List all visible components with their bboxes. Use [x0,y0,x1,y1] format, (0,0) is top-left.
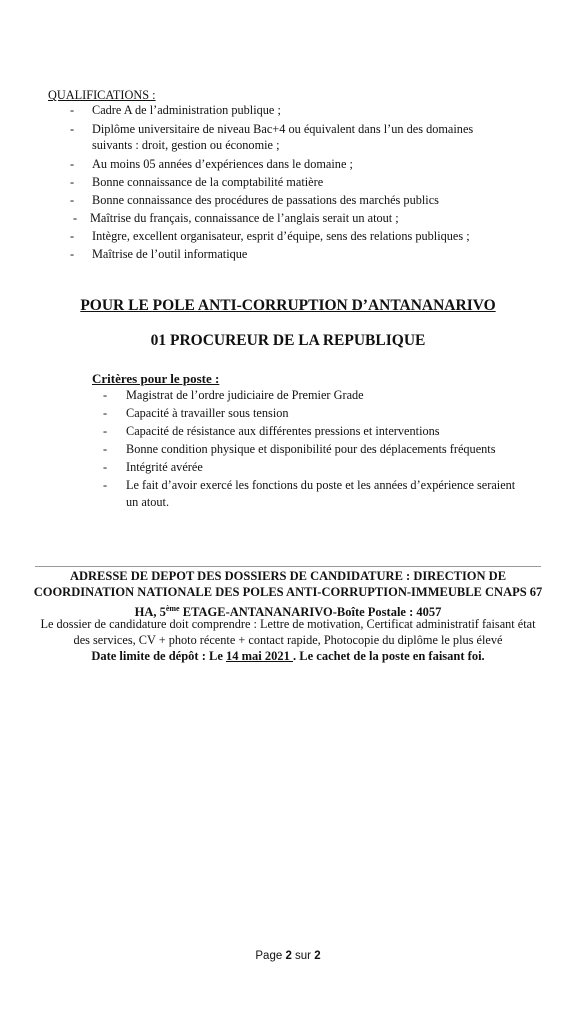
bullet-dash: - [103,424,108,438]
post-title: 01 PROCUREUR DE LA REPUBLIQUE [150,332,426,349]
bullet-dash: - [103,442,108,456]
criteria-item-continuation: un atout. [126,495,170,509]
bullet-dash: - [103,388,108,402]
address-line3-end: ETAGE-ANTANANARIVO-Boîte Postale : 4057 [179,605,442,620]
dossier-line: des services, CV + photo récente + contact rapide, Photocopie du diplôme le plus élevé [73,633,503,647]
bullet-dash: - [103,406,108,420]
criteria-item: Capacité à travailler sous tension [126,406,289,420]
criteria-item: Magistrat de l’ordre judiciaire de Premier Grade [126,388,364,402]
pole-title: POUR LE POLE ANTI-CORRUPTION D’ANTANANARIVO [80,297,496,314]
page-label: Page [255,950,286,962]
dossier-line: Le dossier de candidature doit comprendre : Lettre de motivation, Certificat administratif faisant état [40,617,536,631]
bullet-dash: - [103,460,108,474]
bullet-dash: - [70,229,75,243]
deadline-label: Date limite de dépôt : Le [91,649,227,663]
deadline-note: . Le cachet de la poste en faisant foi. [293,649,485,663]
criteria-item: Le fait d’avoir exercé les fonctions du poste et les années d’expérience seraient [126,478,516,492]
qualification-item: Bonne connaissance des procédures de passations des marchés publics [92,193,439,207]
criteria-item: Capacité de résistance aux différentes pressions et interventions [126,424,440,438]
qualification-item: Maîtrise du français, connaissance de l’anglais serait un atout ; [90,211,399,225]
bullet-dash: - [70,247,75,261]
page-number: 2 [285,950,292,962]
address-line: COORDINATION NATIONALE DES POLES ANTI-CORRUPTION-IMMEUBLE CNAPS 67 [33,585,543,599]
deadline-date: 14 mai 2021 [226,649,294,663]
criteria-heading: Critères pour le poste : [92,371,220,386]
qualification-item: Intègre, excellent organisateur, esprit d’équipe, sens des relations publiques ; [92,229,470,243]
bullet-dash: - [70,122,75,136]
bullet-dash: - [70,175,75,189]
bullet-dash: - [70,157,75,171]
address-line: ADRESSE DE DEPOT DES DOSSIERS DE CANDIDATURE : DIRECTION DE [69,569,507,583]
address-superscript: ème [165,604,180,613]
bullet-dash: - [73,211,78,225]
deadline-line [0,648,576,665]
qualifications-heading: QUALIFICATIONS : [48,88,156,102]
qualification-item: Bonne connaissance de la comptabilité matière [92,175,324,189]
criteria-item: Intégrité avérée [126,460,203,474]
bullet-dash: - [103,478,108,492]
page-footer [0,948,576,964]
qualification-item: Au moins 05 années d’expériences dans le domaine ; [92,157,353,171]
criteria-item: Bonne condition physique et disponibilité pour des déplacements fréquents [126,442,496,456]
qualification-item: Diplôme universitaire de niveau Bac+4 ou équivalent dans l’un des domaines [92,122,474,136]
page-sur: sur [291,950,315,962]
separator-line [35,566,541,567]
page-total: 2 [314,950,321,962]
qualification-item-continuation: suivants : droit, gestion ou économie ; [92,138,280,152]
qualification-item: Cadre A de l’administration publique ; [92,103,281,117]
bullet-dash: - [70,103,75,117]
address-line3-start: HA, 5 [134,605,166,620]
bullet-dash: - [70,193,75,207]
qualification-item: Maîtrise de l’outil informatique [92,247,248,261]
